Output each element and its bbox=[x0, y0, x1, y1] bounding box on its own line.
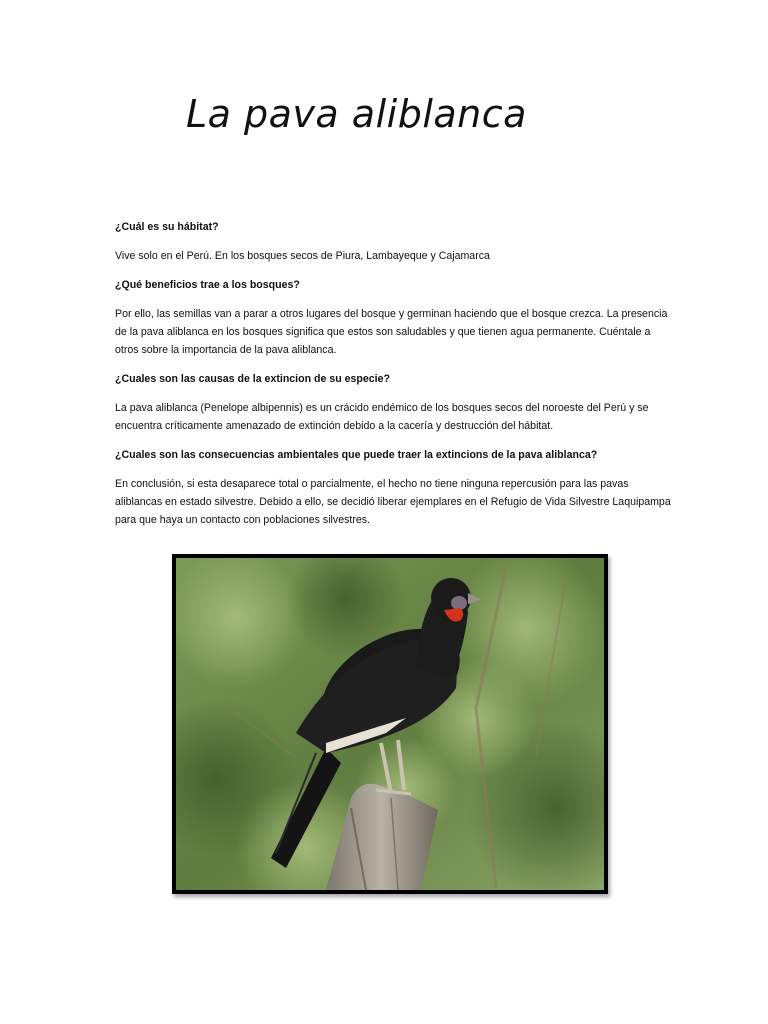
answer-causes: La pava aliblanca (Penelope albipennis) es un crácido endémico de los bosques secos del noroeste del Perú y se encuentra críticamente amenazado de extinción debido a la cacería y destrucción del hábitat. bbox=[115, 402, 649, 432]
document-body bbox=[115, 218, 675, 540]
bird-photo bbox=[172, 554, 608, 894]
question-benefits: ¿Qué beneficios trae a los bosques? bbox=[115, 279, 300, 291]
question-consequences: ¿Cuales son las consecuencias ambientales que puede traer la extincions de la pava aliblanca? bbox=[115, 449, 598, 461]
answer-consequences: En conclusión, si esta desaparece total o parcialmente, el hecho no tiene ninguna repercusión para las pavas aliblancas en estado silvestre. Debido a ello, se decidió liberar ejemplares en el Refugio de Vida Silvestre Laquipampa para que haya un contacto con poblaciones silvestres. bbox=[115, 478, 671, 526]
question-causes: ¿Cuales son las causas de la extincion de su especie? bbox=[115, 373, 390, 385]
answer-habitat: Vive solo en el Perú. En los bosques secos de Piura, Lambayeque y Cajamarca bbox=[115, 250, 490, 262]
answer-benefits: Por ello, las semillas van a parar a otros lugares del bosque y germinan haciendo que el bosque crezca. La presencia de la pava aliblanca en los bosques significa que estos son saludables y que tienen agua permanente. Cuéntale a otros sobre la importancia de la pava aliblanca. bbox=[115, 308, 668, 356]
document-title: La pava aliblanca bbox=[186, 92, 527, 136]
bird-photo-illustration bbox=[176, 558, 604, 890]
question-habitat: ¿Cuál es su hábitat? bbox=[115, 221, 219, 233]
